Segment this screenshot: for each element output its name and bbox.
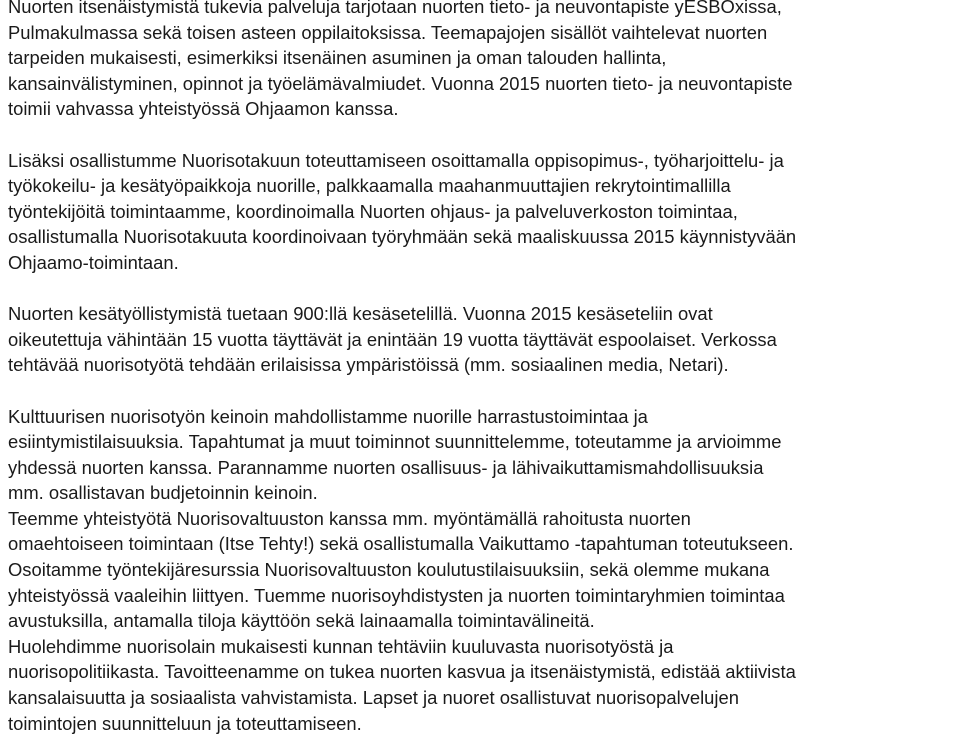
text-line: Teemme yhteistyötä Nuorisovaltuuston kanssa mm. myöntämällä rahoitusta nuorten [8,507,691,529]
text-line: osallistumalla Nuorisotakuuta koordinoivaan työryhmään sekä maaliskuussa 2015 käynnistyvään [8,226,797,248]
text-line: toimintojen suunnitteluun ja toteuttamiseen. [8,712,362,734]
text-line: tarpeiden mukaisesti, esimerkiksi itsenäinen asuminen ja oman talouden hallinta, [8,47,667,69]
text-line: toimii vahvassa yhteistyössä Ohjaamon kanssa. [8,98,399,120]
text-line: Kulttuurisen nuorisotyön keinoin mahdollistamme nuorille harrastustoimintaa ja [8,405,648,427]
text-line: työntekijöitä toimintaamme, koordinoimalla Nuorten ohjaus- ja palveluverkoston toimintaa, [8,200,738,222]
paragraph-summer-jobs [8,301,958,378]
paragraph-gap [8,378,958,404]
text-line: tehtävää nuorisotyötä tehdään erilaisissa ympäristöissä (mm. sosiaalinen media, Netari). [8,354,729,376]
text-line: oikeutettuja vähintään 15 vuotta täyttävät ja enintään 19 vuotta täyttävät espoolaiset. Verkossa [8,328,777,350]
text-line: Nuorten kesätyöllistymistä tuetaan 900:llä kesäsetelillä. Vuonna 2015 kesäseteliin ovat [8,303,713,325]
text-line: Huolehdimme nuorisolain mukaisesti kunnan tehtäviin kuuluvasta nuorisotyöstä ja [8,635,674,657]
text-line: Lisäksi osallistumme Nuorisotakuun toteuttamiseen osoittamalla oppisopimus-, työharjoittelu- ja [8,149,784,171]
text-line: Ohjaamo-toimintaan. [8,251,179,273]
text-line: mm. osallistavan budjetoinnin keinoin. [8,482,318,504]
text-line: Pulmakulmassa sekä toisen asteen oppilaitoksissa. Teemapajojen sisällöt vaihtelevat nuorten [8,21,768,43]
text-line: yhteistyössä vaaleihin liittyen. Tuemme nuorisoyhdistysten ja nuorten toimintaryhmien toimintaa [8,584,785,606]
text-line: kansainvälistyminen, opinnot ja työelämävalmiudet. Vuonna 2015 nuorten tieto- ja neuvontapiste [8,72,793,94]
text-line: esiintymistilaisuuksia. Tapahtumat ja muut toiminnot suunnittelemme, toteutamme ja arvioimme [8,431,782,453]
text-line: työkokeilu- ja kesätyöpaikkoja nuorille, palkkaamalla maahanmuuttajien rekrytointimallilla [8,175,731,197]
text-line: omaehtoiseen toimintaan (Itse Tehty!) sekä osallistumalla Vaikuttamo -tapahtuman toteutukseen. [8,533,794,555]
text-line: avustuksilla, antamalla tiloja käyttöön sekä lainaamalla toimintavälineitä. [8,610,595,632]
paragraph-gap [8,276,958,302]
text-line: kansalaisuutta ja sosiaalista vahvistamista. Lapset ja nuoret osallistuvat nuorisopalvelujen [8,687,739,709]
paragraph-youth-guarantee [8,148,958,276]
paragraph-cultural-youth-work [8,404,958,737]
paragraph-youth-services [8,0,958,122]
text-line: nuorisopolitiikasta. Tavoitteenamme on tukea nuorten kasvua ja itsenäistymistä, edistää aktiivista [8,661,796,683]
paragraph-gap [8,122,958,148]
text-line: yhdessä nuorten kanssa. Parannamme nuorten osallisuus- ja lähivaikuttamismahdollisuuksia [8,456,764,478]
text-line: Nuorten itsenäistymistä tukevia palveluja tarjotaan nuorten tieto- ja neuvontapiste yESBOxissa, [8,0,782,17]
text-line: Osoitamme työntekijäresurssia Nuorisovaltuuston koulutustilaisuuksiin, sekä olemme mukana [8,559,770,581]
document-page [8,0,958,736]
